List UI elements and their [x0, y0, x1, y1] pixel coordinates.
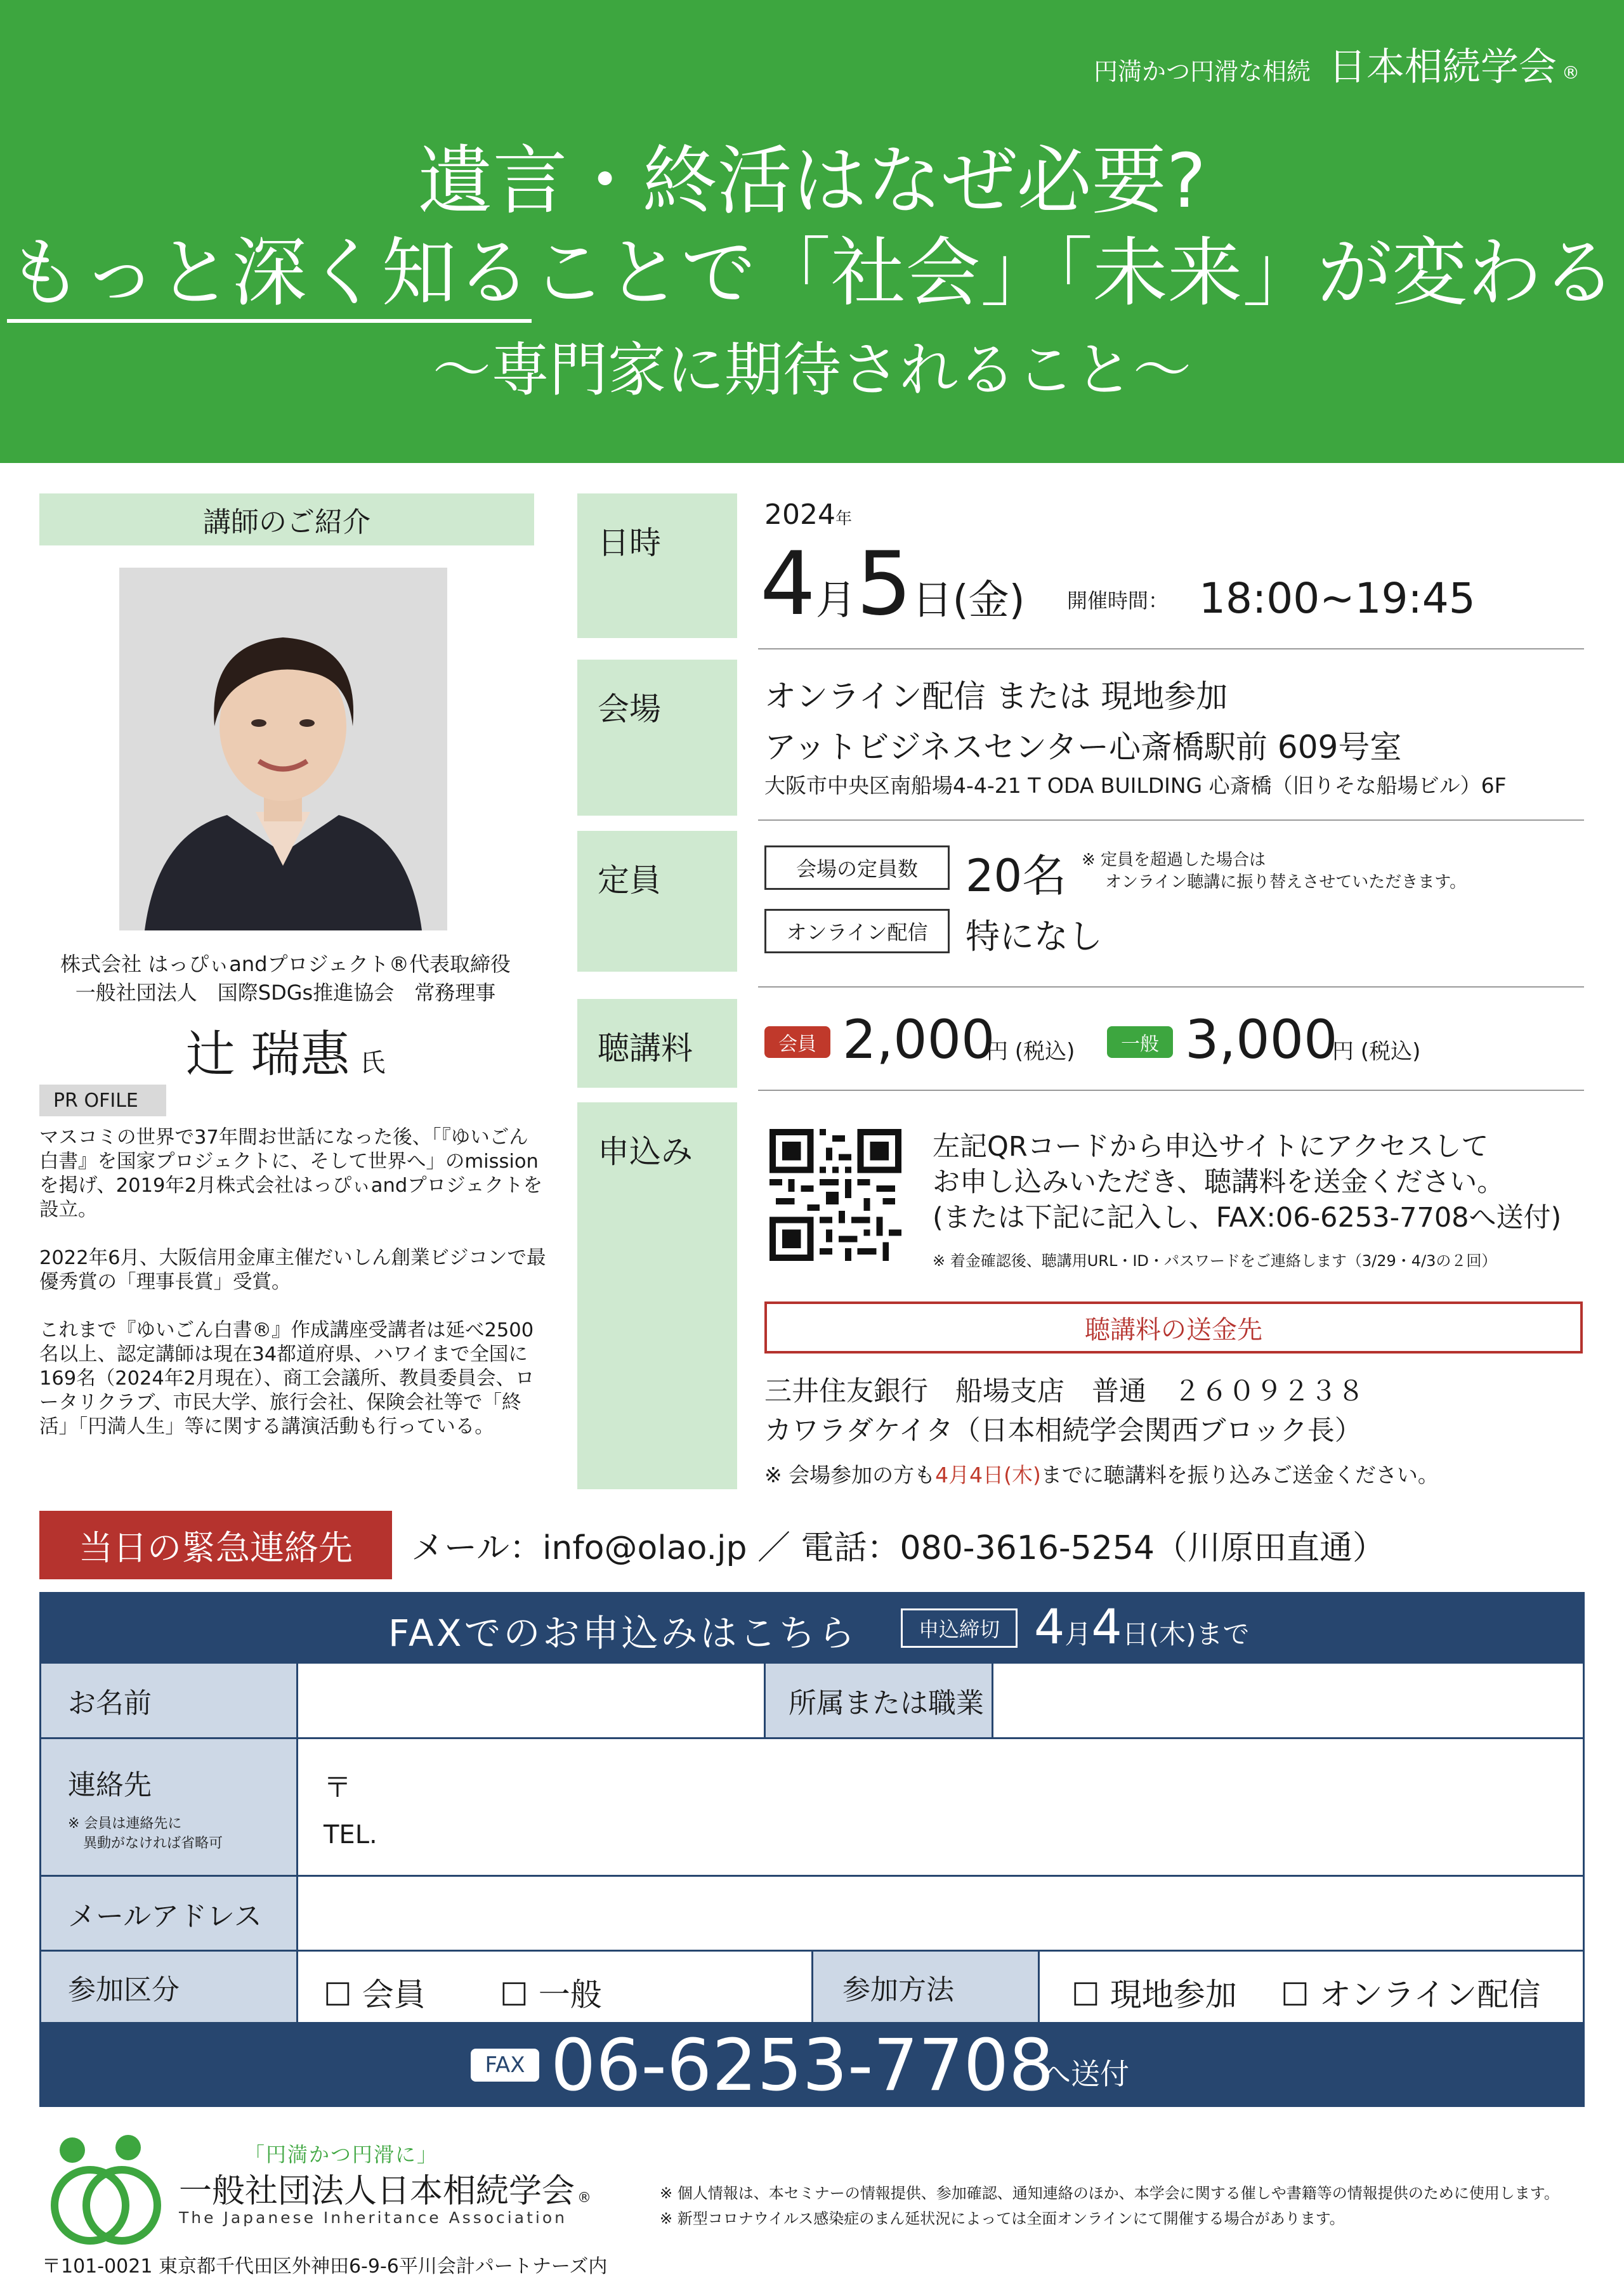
profile-paragraph: マスコミの世界で37年間お世話になった後、「『ゆいごん白書』を国家プロジェクトに、そして世界へ」のmissionを掲げ、2019年2月株式会社はっぴぃandプロジェクトを設立。 — [39, 1126, 543, 1221]
deadline-month: 4 — [1034, 1598, 1065, 1655]
event-year — [764, 499, 852, 531]
category-label: 参加区分 — [39, 1950, 298, 2025]
apply-text-2: お申し込みいただき、聴講料を送金ください。 — [933, 1166, 1505, 1198]
footer-note-2: ※ 新型コロナウイルス感染症のまん延状況によっては全面オンラインにて開催する場合があります。 — [660, 2210, 1345, 2228]
year-value: 2024 — [764, 499, 835, 531]
contact-note-1: ※ 会員は連絡先に — [68, 1816, 182, 1832]
remit-note-pre: ※ 会場参加の方も — [764, 1463, 936, 1487]
contact-label-cell — [39, 1737, 298, 1877]
date-label: 日時 — [577, 493, 737, 638]
association-logo-icon — [39, 2132, 166, 2247]
org-name: 日本相続学会 — [1328, 45, 1557, 89]
capacity-online-label: オンライン配信 — [764, 909, 950, 953]
header-tagline — [1094, 37, 1580, 91]
deadline-label: 申込締切 — [901, 1608, 1018, 1648]
tagline-text: 円満かつ円滑な相続 — [1093, 58, 1311, 86]
affiliation-label: 所属または職業 — [764, 1662, 993, 1739]
instructor-name-text: 辻 瑞惠 — [185, 1026, 350, 1083]
logo-tagline: 「円満かつ円滑に」 — [244, 2143, 439, 2167]
capacity-venue-value: 20名 — [966, 850, 1067, 902]
fax-badge: FAX — [471, 2049, 539, 2082]
divider — [758, 986, 1584, 988]
deadline-day: 4 — [1091, 1598, 1122, 1655]
profile-paragraph: これまで『ゆいごん白書®』作成講座受講者は延べ2500名以上、認定講師は現在34都道府県、ハワイまで全国に169名（2024年2月現在）、商工会議所、教員委員会、ロータリクラブ、市民大学、旅行会社、保険会社等で「終活」「円満人生」等に関する講演活動も行っている。 — [39, 1319, 535, 1438]
affiliation-field[interactable] — [992, 1662, 1585, 1739]
month-unit: 月 — [815, 577, 856, 624]
capacity-venue-label: 会場の定員数 — [764, 845, 950, 890]
apply-text-3: (または下記に記入し、FAX:06-6253-7708へ送付) — [933, 1202, 1562, 1234]
deadline-rest: 日(木)まで — [1122, 1619, 1250, 1650]
honorific: 氏 — [360, 1048, 386, 1078]
method-field — [1038, 1950, 1585, 2025]
title-line1: 遺言・終活はなぜ必要? — [417, 137, 1207, 225]
qr-code-graphic — [769, 1129, 901, 1261]
footer-org-name-text: 一般社団法人日本相続学会 — [179, 2172, 575, 2210]
apply-note: ※ 着金確認後、聴講用URL・ID・パスワードをご連絡します（3/29・4/3の２回） — [933, 1252, 1497, 1270]
footer-note-1: ※ 個人情報は、本セミナーの情報提供、参加確認、通知連絡のほか、本学会に関する催しや書籍等の情報提供のために使用します。 — [660, 2184, 1559, 2202]
category-field — [296, 1950, 813, 2025]
fee-general-unit: 円 (税込) — [1332, 1039, 1421, 1064]
general-badge: 一般 — [1107, 1026, 1173, 1058]
method-label: 参加方法 — [811, 1950, 1040, 2025]
bank-account: 三井住友銀行 船場支店 普通 ２６０９２３８ — [764, 1376, 1365, 1407]
profile-label: PR OFILE — [39, 1085, 166, 1116]
remit-note-date: 4月4日(木) — [935, 1463, 1041, 1487]
title-underlined: もっと深く知る — [7, 229, 531, 323]
instructor-photo — [119, 568, 447, 930]
year-unit: 年 — [835, 509, 852, 528]
tel-label: TEL. — [324, 1820, 377, 1849]
fee-member-unit: 円 (税込) — [986, 1039, 1075, 1064]
divider — [758, 819, 1584, 821]
contact-label: 連絡先 — [68, 1769, 152, 1801]
apply-text-1: 左記QRコードから申込サイトにアクセスして — [933, 1131, 1489, 1163]
fax-form-title: FAXでのお申込みはこちら — [388, 1612, 858, 1655]
emergency-label: 当日の緊急連絡先 — [39, 1511, 392, 1579]
remit-label: 聴講料の送金先 — [764, 1301, 1583, 1353]
instructor-name — [38, 1015, 533, 1086]
name-label: お名前 — [39, 1662, 298, 1739]
capacity-note-2: オンライン聴講に振り替えさせていただきます。 — [1105, 873, 1467, 892]
event-time: 18:00~19:45 — [1199, 574, 1476, 623]
title-line2 — [0, 212, 1624, 320]
fax-form-header — [39, 1592, 1585, 1663]
capacity-note-1: ※ 定員を超過した場合は — [1082, 851, 1266, 870]
footer-org-english: The Japanese Inheritance Association — [179, 2208, 567, 2227]
category-member-checkbox[interactable]: ☐ 会員 — [324, 1976, 426, 2013]
fax-suffix: へ送付 — [1042, 2057, 1129, 2091]
email-label: メールアドレス — [39, 1875, 298, 1952]
instructor-affiliation-2: 一般社団法人 国際SDGs推進協会 常務理事 — [75, 981, 496, 1005]
instructor-section-label: 講師のご紹介 — [39, 493, 534, 545]
fee-label: 聴講料 — [577, 999, 737, 1088]
title-line2-rest: ことで「社会」「未来」が変わる — [531, 229, 1617, 316]
footer-address: 〒101-0021 東京都千代田区外神田6-9-6平川会計パートナーズ内 — [42, 2255, 608, 2278]
profile-text — [39, 1126, 547, 1463]
venue-name: アットビジネスセンター心斎橋駅前 609号室 — [764, 729, 1402, 766]
method-onsite-checkbox[interactable]: ☐ 現地参加 — [1071, 1976, 1237, 2013]
venue-label: 会場 — [577, 660, 737, 816]
instructor-affiliation-1: 株式会社 はっぴぃandプロジェクト®代表取締役 — [60, 952, 511, 976]
apply-label: 申込み — [577, 1102, 737, 1489]
email-field[interactable] — [296, 1875, 1585, 1952]
profile-paragraph: 2022年6月、大阪信用金庫主催だいしん創業ビジコンで最優秀賞の「理事長賞」受賞。 — [39, 1247, 546, 1293]
deadline-date — [1034, 1598, 1250, 1655]
name-field[interactable] — [296, 1662, 766, 1739]
qr-code[interactable] — [769, 1129, 901, 1261]
capacity-label: 定員 — [577, 831, 737, 972]
capacity-online-value: 特になし — [966, 916, 1103, 956]
emergency-contact: メール：info@olao.jp ／ 電話：080-3616-5254（川原田直通） — [411, 1529, 1386, 1567]
fax-number-bar — [39, 2022, 1585, 2107]
divider — [758, 1090, 1584, 1091]
fax-number: 06-6253-7708 — [551, 2025, 1054, 2107]
event-date — [760, 533, 1025, 635]
contact-field[interactable] — [296, 1737, 1585, 1877]
portrait-illustration — [119, 568, 447, 930]
registered-mark: ® — [1562, 62, 1580, 83]
deadline-month-unit: 月 — [1064, 1619, 1092, 1650]
day-unit: 日(金) — [912, 577, 1025, 624]
subtitle: 〜専門家に期待されること〜 — [432, 336, 1191, 404]
postal-mark: 〒 — [324, 1771, 351, 1804]
fee-general: 3,000 — [1185, 1008, 1338, 1071]
fee-member: 2,000 — [842, 1008, 995, 1071]
header-banner — [0, 0, 1624, 463]
month-value: 4 — [760, 533, 816, 635]
category-general-checkbox[interactable]: ☐ 一般 — [500, 1976, 602, 2013]
footer-registered-mark: ® — [577, 2190, 592, 2206]
venue-address: 大阪市中央区南船場4-4-21 T ODA BUILDING 心斎橋（旧りそな船場ビル）6F — [764, 773, 1507, 798]
divider — [758, 648, 1584, 649]
remit-note-post: までに聴講料を振り込みご送金ください。 — [1040, 1463, 1439, 1487]
account-holder: カワラダケイタ（日本相続学会関西ブロック長） — [764, 1415, 1362, 1447]
footer-org-name — [179, 2164, 591, 2212]
day-value: 5 — [856, 533, 912, 635]
member-badge: 会員 — [764, 1026, 830, 1058]
method-online-checkbox[interactable]: ☐ オンライン配信 — [1281, 1976, 1541, 2013]
time-label: 開催時間： — [1067, 589, 1169, 613]
venue-mode: オンライン配信 または 現地参加 — [764, 678, 1228, 715]
contact-note-2: 異動がなければ省略可 — [83, 1836, 223, 1851]
remit-note — [764, 1459, 1439, 1489]
